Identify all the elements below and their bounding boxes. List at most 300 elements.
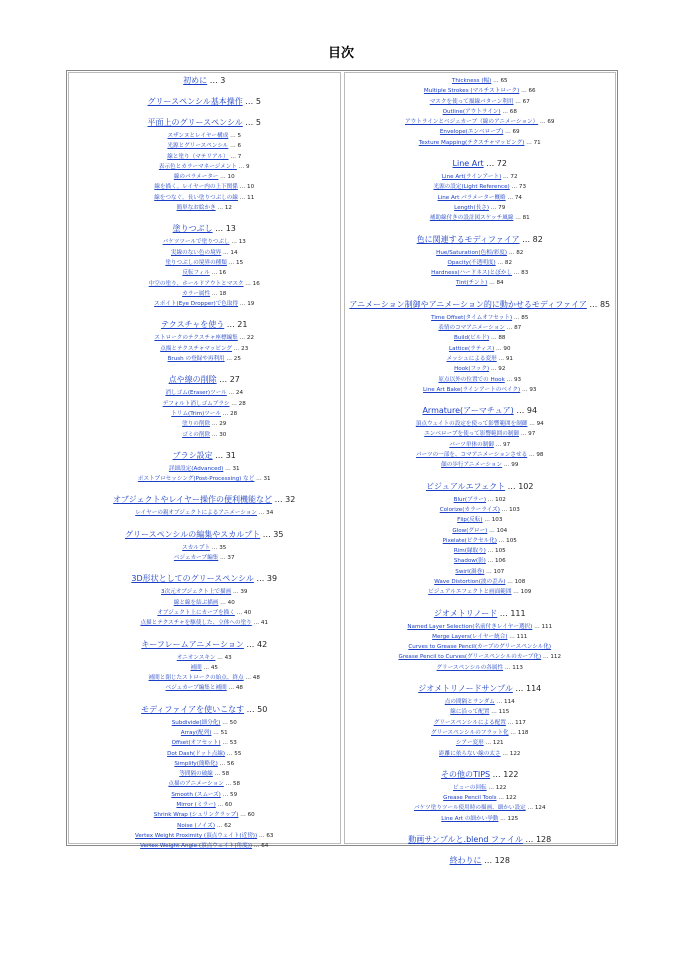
toc-entry-link[interactable]: 補助線付きの設計図スケッチ風線: [429, 215, 514, 222]
toc-entry-link[interactable]: Brush の登録や再利用: [167, 356, 225, 363]
toc-entry: [69, 810, 340, 820]
page-number: … 72: [483, 159, 507, 169]
toc-entry-link[interactable]: グリースペンシルの各属性: [436, 664, 504, 671]
toc-entry: [69, 673, 340, 683]
toc-entry: [69, 279, 340, 289]
toc-section-heading-link[interactable]: ビジュアルエフェクト: [426, 481, 506, 491]
toc-entry: [345, 707, 616, 717]
page-number: … 29: [210, 421, 227, 428]
toc-entry-link[interactable]: Tint(チント): [455, 280, 488, 287]
toc-entry-link[interactable]: 線と線を結ぶ描画: [173, 599, 219, 606]
toc-entry-link[interactable]: 表情のコマアニメーション: [438, 325, 505, 332]
toc-entry-link[interactable]: スポイト(Eye Dropper)で色取得: [154, 301, 239, 308]
page-number: … 69: [538, 119, 555, 126]
page-number: … 60: [238, 812, 255, 819]
toc-entry-link[interactable]: グリースペンシルによる配置: [433, 719, 506, 726]
toc-entry: [345, 793, 616, 803]
page-number: … 102: [486, 496, 506, 503]
toc-entry-link[interactable]: Line Art の細かい挙動: [441, 815, 499, 822]
toc-section-heading: [345, 608, 616, 619]
page-number: … 115: [489, 709, 510, 716]
toc-entry-link[interactable]: シアー変形: [455, 740, 484, 747]
toc-entry: [69, 237, 340, 247]
toc-entry: [345, 749, 616, 759]
page-number: … 15: [226, 259, 244, 266]
page-number: … 93: [504, 376, 522, 383]
page-number: … 48: [243, 675, 260, 682]
page-number: … 103: [499, 506, 520, 513]
toc-entry-link[interactable]: マスクを使って描線パターン利用: [429, 98, 514, 105]
toc-entry: [345, 323, 616, 333]
toc-section-heading-link[interactable]: 色に関連するモディファイア: [416, 234, 520, 244]
toc-entry-link[interactable]: メッシュによる変形: [446, 355, 497, 362]
toc-section-heading-link[interactable]: ジオメトリノードサンプル: [418, 684, 513, 694]
toc-entry-link[interactable]: 反転フィル: [182, 270, 210, 277]
toc-entry-link[interactable]: Shadow(影): [453, 558, 486, 565]
page-number: … 32: [272, 495, 296, 505]
toc-section: [69, 450, 340, 485]
page-number: … 112: [541, 654, 562, 661]
toc-entry: [345, 440, 616, 450]
toc-entry-link[interactable]: 点描とテクスチャを駆使した、立体への塗り: [140, 620, 252, 627]
toc-entry: [345, 138, 616, 148]
toc-entry-link[interactable]: Line Art パラメーター概略: [437, 194, 506, 201]
toc-entry-link[interactable]: Outline(アウトライン): [442, 108, 501, 115]
page-number: … 94: [527, 421, 544, 428]
toc-entry-link[interactable]: Swirl(渦巻): [455, 568, 485, 575]
toc-entry: [345, 515, 616, 525]
toc-entry-link[interactable]: 点描のアニメーション: [168, 781, 224, 788]
toc-section-heading-link[interactable]: グリースペンシル基本操作: [147, 97, 243, 106]
toc-entry: [345, 182, 616, 192]
page-number: … 117: [505, 719, 526, 726]
toc-entry-link[interactable]: ベジェカーブ編集: [173, 555, 219, 562]
toc-section: [345, 855, 616, 866]
toc-entry-link[interactable]: スカルプト: [182, 544, 211, 551]
toc-entry: [345, 783, 616, 793]
page-number: … 114: [494, 699, 515, 706]
toc-entry: [69, 344, 340, 354]
toc-left-column: [68, 72, 341, 850]
page-number: … 50: [220, 719, 237, 726]
toc-section-heading: [345, 834, 616, 845]
toc-entry-link[interactable]: Subdivide(細分化): [171, 719, 221, 726]
page-number: … 40: [218, 599, 235, 606]
toc-section-heading: [69, 529, 340, 540]
toc-section-heading-link[interactable]: アニメーション制御やアニメーション的に動かせるモディファイア: [349, 299, 587, 309]
toc-entry: [69, 821, 340, 831]
toc-entry-link[interactable]: 塗りつぶしの境界の種類: [165, 259, 227, 266]
toc-section: [69, 223, 340, 309]
page-number: … 9: [236, 163, 250, 170]
toc-section: [345, 405, 616, 470]
toc-section-heading-link[interactable]: 平面上のグリースペンシル: [147, 118, 243, 127]
page-number: … 118: [508, 729, 529, 736]
toc-entry: [345, 450, 616, 460]
toc-entry-link[interactable]: 光源とグリースペンシル: [167, 143, 229, 150]
page-number: … 58: [212, 771, 230, 778]
toc-entry: [69, 749, 340, 759]
toc-entry-link[interactable]: 原点以外の位置での Hook: [438, 376, 505, 383]
toc-section: [69, 494, 340, 518]
toc-section: [345, 834, 616, 845]
toc-entry: [345, 460, 616, 470]
toc-entry-link[interactable]: Hook(フック): [454, 366, 490, 373]
toc-entry-link[interactable]: Smooth (スムーズ): [171, 791, 221, 798]
toc-entry-link[interactable]: Wave Distortion(波の歪み): [434, 578, 506, 585]
toc-entry-link[interactable]: 補間: [190, 664, 202, 671]
toc-section-heading-link[interactable]: モディファイアを使いこなす: [141, 704, 245, 714]
toc-entry-link[interactable]: Flip(反転): [457, 517, 483, 524]
toc-entry-link[interactable]: Merge Layers(レイヤー統合): [432, 633, 508, 640]
toc-section-heading-link[interactable]: 動画サンプルと.blend ファイル: [408, 835, 523, 845]
page-number: … 5: [242, 118, 261, 127]
toc-section-heading-link[interactable]: Armature(アーマチュア): [422, 406, 514, 416]
page-number: … 85: [512, 314, 529, 321]
toc-entry-link[interactable]: Rim(縁取り): [453, 548, 486, 555]
toc-section: [69, 639, 340, 694]
page-number: … 99: [502, 462, 519, 469]
toc-entry-link[interactable]: スザンヌとレイヤー構成: [167, 133, 229, 139]
toc-section: [345, 76, 616, 148]
toc-entry: [345, 546, 616, 556]
toc-entry-link[interactable]: カラー属性: [182, 290, 211, 297]
toc-entry-link[interactable]: Glow(グロー): [452, 527, 488, 534]
page-number: … 28: [229, 400, 246, 407]
toc-entry-link[interactable]: ベジェカーブ編集と補間: [165, 685, 227, 692]
toc-entry-link[interactable]: Time Offset(タイムオフセット): [431, 314, 513, 321]
page-number: … 111: [507, 633, 528, 640]
toc-entry: [69, 779, 340, 789]
page-number: … 103: [482, 517, 503, 524]
toc-entry-link[interactable]: 線のパラメーター: [173, 174, 219, 181]
toc-section: [345, 683, 616, 759]
toc-entry: [345, 333, 616, 343]
toc-entry-link[interactable]: ビューの回転: [453, 784, 487, 791]
toc-entry-link[interactable]: 光源の設定(Light Reference): [433, 184, 510, 191]
toc-entry: [345, 268, 616, 278]
toc-entry: [69, 289, 340, 299]
toc-section-heading-link[interactable]: オブジェクトやレイヤー操作の便利機能など: [113, 495, 273, 505]
toc-entry-link[interactable]: 点描とテクスチャマッピング: [160, 345, 233, 352]
page-number: … 10: [237, 184, 255, 191]
toc-section-heading-link[interactable]: グリースペンシルの編集やスカルプト: [125, 529, 261, 539]
page-number: … 124: [525, 805, 546, 812]
toc-entry-link[interactable]: Colorize(カラーライズ): [439, 506, 500, 513]
toc-section-heading: [69, 319, 340, 330]
toc-section: [69, 117, 340, 213]
toc-entry-link[interactable]: Grease Pencil to Curves(グリースペンシルのカーブ化): [398, 654, 542, 661]
page-number: … 41: [251, 620, 269, 627]
page-number: … 35: [260, 529, 284, 539]
page-number: … 14: [221, 249, 238, 256]
toc-section: [69, 374, 340, 439]
toc-entry-link[interactable]: Mirror (ミラー): [176, 802, 216, 809]
toc-entry: [69, 663, 340, 673]
page-number: … 72: [501, 174, 518, 181]
page-number: … 67: [513, 98, 530, 105]
toc-section-heading-link[interactable]: キーフレームアニメーション: [141, 639, 244, 649]
toc-entry: [69, 409, 340, 419]
toc-section: [69, 319, 340, 364]
page-number: … 91: [496, 355, 513, 362]
page-number: … 45: [201, 664, 218, 671]
page-number: … 60: [215, 802, 233, 809]
toc-entry-link[interactable]: ストロークのテクスチャ座標編集: [154, 335, 238, 342]
page-number: … 21: [224, 320, 248, 330]
toc-entry-link[interactable]: 簡単なお絵かき: [176, 205, 216, 212]
page-number: … 31: [254, 476, 271, 483]
page-number: … 64: [252, 843, 269, 850]
toc-entry: [345, 344, 616, 354]
toc-entry-link[interactable]: 線をつなぐ。長い塗りつぶしの線: [154, 194, 238, 201]
page-number: … 102: [505, 481, 534, 491]
toc-entry-link[interactable]: Lattice(ラティス): [448, 345, 495, 352]
toc-entry-link[interactable]: オニオンスキン: [176, 654, 216, 661]
toc-entry-link[interactable]: Grease Pencil Tools: [443, 795, 497, 802]
page-number: … 128: [481, 856, 510, 866]
page-number: … 31: [212, 450, 236, 460]
toc-entry-link[interactable]: Vertex Weight Proximity (頂点ウェイト(近傍)): [135, 832, 258, 839]
toc-entry-link[interactable]: Array(配列): [180, 729, 212, 736]
toc-section-heading: [69, 96, 340, 107]
toc-section-heading: [69, 639, 340, 650]
toc-entry-link[interactable]: 線を描く。レイヤー内の上下関係: [154, 184, 238, 191]
toc-entry: [345, 107, 616, 117]
page-number: … 24: [226, 390, 244, 397]
toc-entry: [69, 388, 340, 398]
toc-entry-link[interactable]: 点の間隔とランダム: [444, 699, 495, 706]
page-number: … 121: [483, 740, 504, 747]
page-number: … 82: [507, 249, 524, 256]
toc-entry: [345, 495, 616, 505]
toc-entry-link[interactable]: 3次元オブジェクト上で描画: [161, 589, 232, 596]
page-number: … 128: [522, 835, 552, 845]
toc-entry: [69, 800, 340, 810]
toc-section-heading: [69, 75, 340, 86]
toc-section-heading: [69, 223, 340, 234]
toc-entry-link[interactable]: 線と塗り（マテリアル）: [167, 153, 229, 160]
toc-section-heading: [69, 704, 340, 715]
page-number: … 111: [532, 623, 553, 630]
page-number: … 65: [491, 78, 508, 84]
page-number: … 50: [244, 704, 268, 714]
toc-entry-link[interactable]: Hardness(ハードネス)とぼかし: [431, 270, 513, 277]
page-number: … 18: [210, 290, 227, 297]
toc-section-heading-link[interactable]: その他のTIPS: [440, 769, 491, 779]
toc-entry: [345, 697, 616, 707]
page-number: … 92: [489, 366, 506, 373]
toc-entry: [345, 577, 616, 587]
toc-entry: [69, 193, 340, 203]
toc-entry: [69, 268, 340, 278]
toc-entry-link[interactable]: Vertex Weight Angle (頂点ウェイト(角度)): [140, 843, 253, 850]
toc-entry-link[interactable]: Multiple Strokes (マルチストローク): [423, 88, 520, 95]
toc-entry-link[interactable]: バケツツールで塗りつぶし: [162, 239, 230, 246]
toc-entry-link[interactable]: 表示色とカラーマネージメント: [158, 163, 237, 170]
page-number: … 69: [503, 129, 520, 136]
toc-section-heading: [345, 855, 616, 866]
toc-entry-link[interactable]: Thickness (幅): [451, 78, 492, 84]
toc-entry-link[interactable]: 顔の歩行アニメーション: [441, 462, 503, 469]
toc-entry: [345, 642, 616, 652]
toc-entry: [345, 127, 616, 137]
toc-entry: [345, 278, 616, 288]
toc-entry: [69, 769, 340, 779]
page-number: … 105: [497, 537, 517, 544]
toc-entry-link[interactable]: レイヤーの親オブジェクトによるアニメーション: [135, 510, 257, 517]
toc-entry: [345, 663, 616, 673]
toc-entry: [69, 728, 340, 738]
page-number: … 34: [257, 510, 274, 517]
page-number: … 73: [509, 184, 527, 191]
toc-entry: [69, 299, 340, 309]
toc-section-heading-link[interactable]: 初めに: [183, 76, 208, 85]
page-number: … 39: [253, 574, 278, 584]
toc-entry-link[interactable]: 詳細設定(Advanced): [168, 465, 224, 472]
page-number: … 122: [490, 769, 519, 779]
toc-entry: [345, 718, 616, 728]
toc-entry-link[interactable]: Offset(オフセット): [171, 740, 221, 747]
toc-entry-link[interactable]: Opacity(不透明度): [447, 259, 496, 266]
page-number: … 39: [231, 589, 248, 596]
toc-entry-link[interactable]: Simplify(簡略化): [174, 760, 218, 767]
toc-entry-link[interactable]: バケツ塗りツール使用時の描画、細かい設定: [413, 805, 526, 812]
toc-entry-link[interactable]: 実線のない色の境界: [170, 249, 222, 256]
toc-entry: [69, 172, 340, 182]
toc-entry-link[interactable]: グリースペンシルのフラット化: [431, 729, 509, 736]
toc-entry-link[interactable]: Line Art Bake(ラインアートのベイク): [423, 386, 521, 393]
page-number: … 19: [238, 301, 255, 308]
page-number: … 81: [513, 215, 530, 222]
toc-entry-link[interactable]: Length(長さ): [454, 204, 490, 211]
page-number: … 122: [500, 750, 521, 757]
toc-entry-link[interactable]: 補間と閉じたストロークの始点、終点: [148, 675, 244, 682]
toc-entry: [69, 608, 340, 618]
toc-entry-link[interactable]: 距離に依らない線の太さ: [439, 750, 501, 757]
toc-entry-link[interactable]: Pixelate(ピクセル化): [442, 537, 497, 544]
toc-entry-link[interactable]: Texture Mapping(テクスチャマッピング): [418, 139, 525, 146]
toc-entry: [345, 587, 616, 597]
page-number: … 6: [228, 143, 242, 150]
page-number: … 16: [243, 280, 260, 287]
toc-section-heading: [69, 494, 340, 505]
toc-entry-link[interactable]: ビジュアルエフェクトと画面範囲: [428, 589, 512, 596]
toc-entry: [69, 759, 340, 769]
toc-entry-link[interactable]: Hue/Saturation(色相/彩度): [436, 249, 508, 256]
toc-entry-link[interactable]: 消しゴム(Eraser)ツール: [165, 390, 227, 397]
toc-entry-link[interactable]: 等間隔の破線: [179, 771, 213, 778]
toc-section: [69, 529, 340, 564]
toc-entry: [345, 419, 616, 429]
page-number: … 30: [210, 431, 227, 438]
toc-entry-link[interactable]: 中空の塗り、ホールドアウトとマスク: [148, 280, 244, 287]
toc-section-heading-link[interactable]: ジオメトリノード: [433, 608, 498, 618]
page-number: … 122: [486, 784, 507, 791]
toc-entry-link[interactable]: エンベロープを使って影響範囲の制御: [424, 431, 520, 438]
toc-entry: [345, 622, 616, 632]
toc-entry-link[interactable]: アウトラインとベジェカーブ（線のアニメーション）: [405, 119, 539, 126]
toc-entry-link[interactable]: オブジェクト上にカーブを描く: [157, 609, 235, 616]
page-number: … 107: [484, 568, 505, 575]
toc-entry: [345, 364, 616, 374]
toc-section: [345, 769, 616, 824]
toc-entry-link[interactable]: Named Layer Selection(名前付きレイヤー選択): [407, 623, 533, 630]
toc-entry-link[interactable]: 頂点ウェイトの設定を使って影響範囲を制御: [415, 421, 528, 428]
toc-entry: [345, 556, 616, 566]
toc-section: [345, 608, 616, 673]
page-number: … 111: [497, 608, 526, 618]
toc-entry-link[interactable]: 線に沿って配置: [450, 709, 490, 716]
toc-entry: [345, 203, 616, 213]
page-number: … 94: [513, 406, 538, 416]
page-number: … 56: [217, 760, 235, 767]
toc-section-heading-link[interactable]: 点や線の削除: [168, 375, 217, 385]
page-number: … 106: [485, 558, 506, 565]
page-number: … 51: [211, 729, 228, 736]
toc-entry-link[interactable]: Noise (ノイズ): [177, 822, 216, 829]
page-number: … 98: [527, 452, 544, 459]
toc-section-heading-link[interactable]: 塗りつぶし: [172, 224, 213, 234]
toc-entry-link[interactable]: Dot Dash(ドット点線): [167, 750, 226, 757]
toc-section-heading-link[interactable]: Line Art: [452, 159, 484, 169]
toc-entry-link[interactable]: パーツの一部を、コマアニメーションさせる: [416, 452, 528, 459]
page-number: … 74: [505, 194, 522, 201]
toc-entry-link[interactable]: 塗りの削除: [182, 421, 211, 428]
toc-entry-link[interactable]: トリム(Trim)ツール: [171, 410, 221, 417]
page-number: … 13: [212, 224, 236, 234]
toc-section-heading-link[interactable]: テクスチャを使う: [161, 320, 225, 330]
toc-entry: [69, 738, 340, 748]
page-number: … 7: [228, 153, 242, 160]
toc-section-heading-link[interactable]: 終わりに: [449, 856, 482, 866]
page-number: … 68: [500, 108, 517, 115]
page-number: … 93: [520, 386, 537, 393]
toc-entry: [345, 536, 616, 546]
toc-entry-link[interactable]: パーツ単体の制御: [449, 441, 494, 448]
page-number: … 84: [487, 280, 504, 287]
toc-section-heading-link[interactable]: 3D形状としてのグリースペンシル: [131, 574, 254, 584]
toc-entry-link[interactable]: ポストプロセッシング(Post-Processing) など: [137, 476, 255, 483]
page-number: … 108: [505, 578, 526, 585]
toc-entry-link[interactable]: Line Art(ラインアート): [441, 174, 502, 181]
toc-entry-link[interactable]: Blur(ブラー): [453, 496, 487, 503]
page-number: … 42: [243, 639, 268, 649]
page-number: … 27: [216, 375, 240, 385]
toc-entry: [69, 131, 340, 141]
toc-entry-link[interactable]: Shrink Wrap (シュリンクラップ): [153, 812, 239, 819]
toc-entry-link[interactable]: ゴミの削除: [182, 431, 211, 438]
page-number: … 104: [487, 527, 508, 534]
toc-entry: [345, 738, 616, 748]
toc-entry: [345, 76, 616, 86]
toc-entry-link[interactable]: Envelope(エンベロープ): [439, 129, 504, 136]
toc-entry-link[interactable]: Curves to Grease Pencil(カーブのグリースペンシル化): [408, 644, 552, 651]
toc-entry: [345, 375, 616, 385]
page-number: … 114: [512, 684, 542, 694]
page-number: … 37: [218, 555, 235, 562]
page-number: … 28: [220, 410, 238, 417]
toc-entry: [345, 385, 616, 395]
toc-section: [69, 96, 340, 107]
toc-section-heading: [345, 769, 616, 780]
toc-section-heading-link[interactable]: ブラシ設定: [172, 450, 213, 460]
toc-entry-link[interactable]: Build(ビルド): [454, 335, 490, 342]
toc-entry: [69, 203, 340, 213]
toc-section: [69, 704, 340, 852]
page-number: … 109: [511, 589, 532, 596]
toc-entry-link[interactable]: デフォルト消しゴムブラシ: [162, 400, 230, 407]
